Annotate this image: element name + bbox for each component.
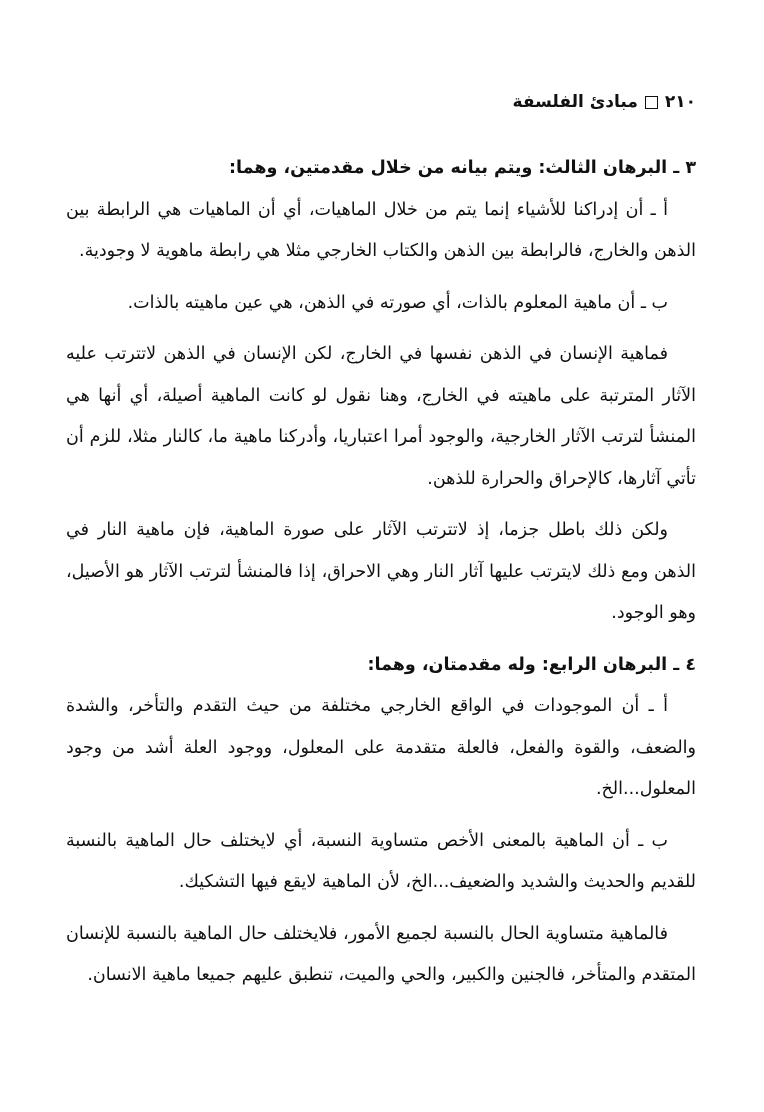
section-heading-fourth-proof: ٤ ـ البرهان الرابع: وله مقدمتان، وهما: bbox=[367, 654, 696, 675]
book-title: مبادئ الفلسفة bbox=[512, 92, 638, 112]
paragraph-fourth-premise-b: ب ـ أن الماهية بالمعنى الأخص متساوية النسبة، أي لايختلف حال الماهية بالنسبة للقديم والحديث والشديد والضعيف...الخ، لأن الماهية لايقع فيها التشكيك. bbox=[66, 830, 696, 892]
paragraph-third-premise-b: ب ـ أن ماهية المعلوم بالذات، أي صورته في الذهن، هي عين ماهيته بالذات. bbox=[127, 292, 668, 313]
running-head bbox=[513, 92, 696, 112]
paragraph-fourth-conclusion: فالماهية متساوية الحال بالنسبة لجميع الأمور، فلايختلف حال الماهية بالنسبة للإنسان المتقدم والمتأخر، فالجنين والكبير، والحي والميت، تنطبق عليهم جميعا ماهية الانسان. bbox=[66, 923, 696, 985]
paragraph-third-argument-2: ولكن ذلك باطل جزما، إذ لاتترتب الآثار على صورة الماهية، فإن ماهية النار في الذهن ومع ذلك لايترتب عليها آثار النار وهي الاحراق، إذا فالمنشأ لترتب الآثار هو الأصيل، وهو الوجود. bbox=[66, 520, 696, 623]
section-heading-third-proof: ٣ ـ البرهان الثالث: ويتم بيانه من خلال مقدمتين، وهما: bbox=[229, 158, 696, 178]
book-page bbox=[66, 0, 696, 1112]
paragraph-third-argument-1: فماهية الإنسان في الذهن نفسها في الخارج، لكن الإنسان في الذهن لاتترتب عليه الآثار المترتبة على ماهيته في الخارج، وهنا نقول لو كانت الماهية أصيلة، أي أنها هي المنشأ لترتب الآثار الخارجية، والوجود أمرا اعتباريا، وأدركنا ماهية ما، كالنار مثلا، للزم أن تأتي آثارها، كالإحراق والحرارة للذهن. bbox=[66, 344, 696, 489]
page-number: ٢١٠ bbox=[664, 92, 696, 112]
paragraph-third-premise-a: أ ـ أن إدراكنا للأشياء إنما يتم من خلال الماهيات، أي أن الماهيات هي الرابطة بين الذهن والخارج، فالرابطة بين الذهن والكتاب الخارجي مثلا هي رابطة ماهوية لا وجودية. bbox=[66, 199, 696, 261]
paragraph-fourth-premise-a: أ ـ أن الموجودات في الواقع الخارجي مختلفة من حيث التقدم والتأخر، والشدة والضعف، والقوة والفعل، فالعلة متقدمة على المعلول، ووجود العلة أشد من وجود المعلول...الخ. bbox=[66, 696, 696, 799]
page-body bbox=[66, 148, 696, 1007]
square-ornament-icon bbox=[645, 96, 658, 109]
